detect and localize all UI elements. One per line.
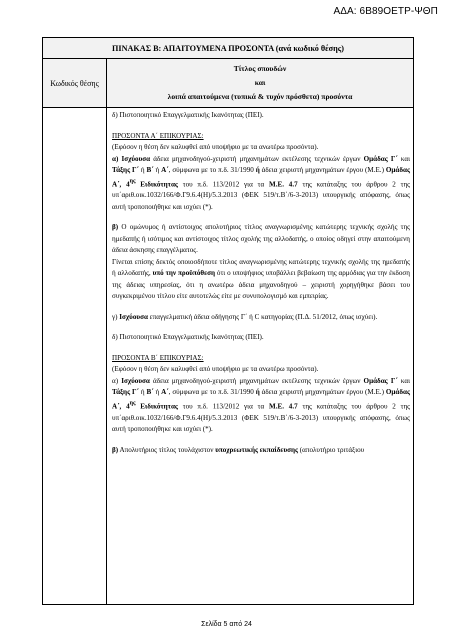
paragraph-driving-license: γ) Ισχύουσα επαγγελματική άδεια οδήγησης Γ΄ ή C κατηγορίας (Π.Δ. 51/2012, όπως ισχύει). — [112, 312, 378, 321]
paragraph-condition-2: (Εφόσον η θέση δεν καλυφθεί από υποψήφιο με τα ανωτέρω προσόντα). — [112, 365, 319, 374]
paragraph-pei-1: δ) Πιστοποιητικό Επαγγελματικής Ικανότητας (ΠΕΙ). — [112, 111, 264, 119]
paragraph-license-a-1: α) Ισχύουσα άδεια μηχανοδηγού-χειριστή μηχανημάτων εκτέλεσης τεχνικών έργων Ομάδας Γ΄ και Τάξης Γ΄ ή Β΄ ή Α΄, σύμφωνα με το π.δ. 31/1990 ή άδεια χειριστή μηχανημάτων έργου (Μ.Ε.) Ομάδας Α΄, $4^{\eta\varsigma}$ Ειδικότητας του π.δ. 113/2012 για τα Μ.Ε. 4.7 της κατάταξης του άρθρου 2 της υπ΄αριθ.οικ.1032/166/Φ.Γ9.6.4(Η)/5.3.2013 (ΦΕΚ 519/τ.Β΄/6-3-2013) υπουργικής απόφασης, όπως αυτή τροποποιήθηκε και ισχύει (*). — [112, 154, 411, 211]
column-header-line-3: λοιπά απαιτούμενα (τυπικά & τυχόν πρόσθετα) προσόντα — [167, 92, 353, 101]
paragraph-title-b-1: β) Ο ομώνυμος ή αντίστοιχος απολυτήριος τίτλος αναγνωρισμένης κατώτερης τεχνικής σχολής της ημεδαπής ή ισότιμος και αντίστοιχος τίτλος σχολής της αλλοδαπής, ο οποίος οδηγεί στην απαιτούμενη άδεια άσκησης επαγγέλματος. — [112, 223, 410, 255]
table-body-row — [43, 108, 413, 604]
table-header-row — [43, 59, 413, 108]
table-title: ΠΙΝΑΚΑΣ Β: ΑΠΑΙΤΟΥΜΕΝΑ ΠΡΟΣΟΝΤΑ (ανά κωδικό θέσης) — [112, 43, 344, 53]
column-header-code: Κωδικός θέσης — [43, 59, 107, 107]
ada-code: ΑΔΑ: 6Β89ΟΕΤΡ-ΨΘΠ — [333, 6, 438, 17]
paragraph-also-accepted: Γίνεται επίσης δεκτός οποιοσδήποτε τίτλος αναγνωρισμένης κατώτερης τεχνικής σχολής της ημεδαπής ή αλλοδαπής, υπό την προϋπόθεση ότι ο υποψήφιος υποβάλλει βεβαίωση της αρμόδιας για την έκδοση της άδειας υπηρεσίας, ότι η ανωτέρω άδεια μηχανοδηγού – χειριστή χορηγήθηκε βάσει του συγκεκριμένου τίτλου είτε αυτοτελώς είτε με συνυπολογισμό και εμπειρίας. — [112, 257, 410, 301]
code-cell — [43, 108, 107, 604]
column-header-requirements — [107, 59, 413, 107]
paragraph-license-a-2: α) Ισχύουσα άδεια μηχανοδηγού-χειριστή μηχανημάτων εκτέλεσης τεχνικών έργων Ομάδας Γ΄ και Τάξης Γ΄ ή Β΄ ή Α΄, σύμφωνα με το π.δ. 31/1990 ή άδεια χειριστή μηχανημάτων έργου (Μ.Ε.) Ομάδας Α΄, $4^{\eta\varsigma}$ Ειδικότητας του π.δ. 113/2012 για τα Μ.Ε. 4.7 της κατάταξης του άρθρου 2 της υπ΄αριθ.οικ.1032/166/Φ.Γ9.6.4(Η)/5.3.2013 (ΦΕΚ 519/τ.Β΄/6-3-2013) υπουργικής απόφασης, όπως αυτή τροποποιήθηκε και ισχύει (*). — [112, 376, 411, 434]
table-title-row — [43, 38, 413, 59]
column-header-line-1: Τίτλος σπουδών — [233, 64, 287, 73]
paragraph-title-b-2: β) Απολυτήριος τίτλος τουλάχιστον υποχρεωτικής εκπαίδευσης (απολυτήριο τριτάξιου — [112, 445, 365, 454]
paragraph-pei-2: δ) Πιστοποιητικό Επαγγελματικής Ικανότητας (ΠΕΙ). — [112, 333, 264, 342]
heading-a-substitute: ΠΡΟΣΟΝΤΑ Α΄ ΕΠΙΚΟΥΡΙΑΣ: — [112, 131, 204, 140]
heading-b-substitute: ΠΡΟΣΟΝΤΑ Β΄ ΕΠΙΚΟΥΡΙΑΣ: — [112, 353, 204, 362]
page-number: Σελίδα 5 από 24 — [201, 621, 252, 628]
requirements-cell — [107, 108, 413, 604]
paragraph-condition-1: (Εφόσον η θέση δεν καλυφθεί από υποψήφιο με τα ανωτέρω προσόντα). — [112, 143, 319, 151]
column-header-line-2: και — [254, 78, 266, 87]
requirements-table — [42, 37, 414, 605]
